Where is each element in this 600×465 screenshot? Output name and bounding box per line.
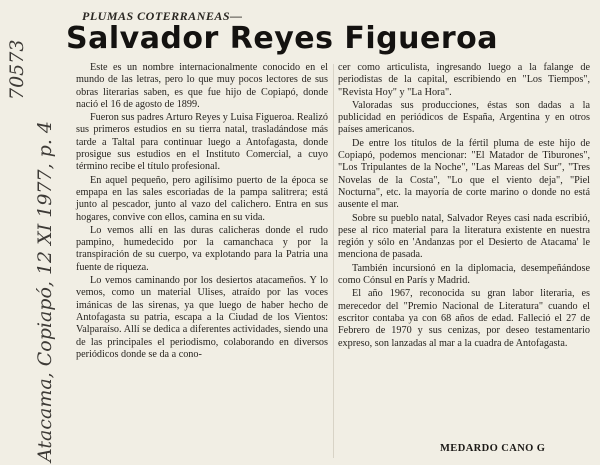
- article-left-column: [76, 62, 328, 362]
- paragraph: De entre los títulos de la fértil pluma de este hijo de Copiapó, podemos mencionar: "El Matador de Tiburones", "Los Tripulantes de la Noche", "Las Mareas del Sur", "Tres Novelas de la Costa", "Lo que el viento deja", "Piel Nocturna", etc. la mayoría de corte marino o donde no está ausente el mar.: [338, 137, 590, 211]
- paragraph: Lo vemos caminando por los desiertos atacameños. Y lo vemos, como un material Ulises, atraído por las voces imánicas de las sirenas, ya que luego de haber hecho de Antofagasta su patria, escapa a la Ciudad de los Vientos: Valparaíso. Allí se dedica a diferentes actividades, siendo una de las principales el periodismo, colaborando en diversos periódicos donde se da a cono-: [76, 275, 328, 360]
- article-headline: Salvador Reyes Figueroa: [66, 21, 499, 56]
- paragraph: Fueron sus padres Arturo Reyes y Luisa Figueroa. Realizó sus primeros estudios en su tierra natal, trasladándose más tarde a Taltal para continuar luego a Antofagasta, donde prosigue sus estudios en el Instituto Comercial, a cuyo término recibe el título profesional.: [76, 112, 328, 173]
- paragraph: En aquel pequeño, pero agilísimo puerto de la época se empapa en las sales escoriadas de la pampa salitrera; está junto al pescador, junto al vazo del calichero. Entra en sus hogares, convive con ellos, camina en su vida.: [76, 174, 328, 223]
- article-right-column: [338, 62, 590, 351]
- paragraph: Sobre su pueblo natal, Salvador Reyes casi nada escribió, pese al rico material para la literatura existente en nuestra región y sólo en 'Andanzas por el Desierto de Atacama' le menciona de pasada.: [338, 212, 590, 261]
- paragraph: cer como articulista, ingresando luego a la falange de periodistas de la capital, escribiendo en "Los Tiempos", "Revista Hoy" y "La Hora".: [338, 62, 590, 98]
- paragraph: El año 1967, reconocida su gran labor literaria, es merecedor del "Premio Nacional de Literatura" cuando el escritor contaba ya con 68 años de edad. Falleció el 27 de Febrero de 1970 y sus cenizas, por deseo testamentario expreso, son lanzadas al mar a la cuadra de Antofagasta.: [338, 288, 590, 349]
- paragraph: Este es un nombre internacionalmente conocido en el mundo de las letras, pero lo que muy pocos lectores de sus obras literarias saben, es que fue hijo de Copiapó, donde nació el 16 de agosto de 1899.: [76, 62, 328, 110]
- section-kicker: PLUMAS COTERRANEAS—: [82, 9, 243, 23]
- paragraph: Valoradas sus producciones, éstas son dadas a la publicidad en periódicos de España, Argentina y en otros países americanos.: [338, 99, 590, 136]
- author-signature: MEDARDO CANO G: [440, 443, 546, 454]
- handwritten-catalog-number: 70573: [6, 39, 28, 100]
- paragraph: También incursionó en la diplomacia, desempeñándose como Cónsul en París y Madrid.: [338, 262, 590, 287]
- column-divider: [333, 64, 334, 458]
- handwritten-source-note: Atacama, Copiapó, 12 XI 1977, p. 4: [34, 120, 56, 462]
- paragraph: Lo vemos allí en las duras calicheras donde el rudo pampino, humedecido por la camanchaca y por la transpiración de su cuerpo, va explotando para la Patria una fuente de riqueza.: [76, 224, 328, 273]
